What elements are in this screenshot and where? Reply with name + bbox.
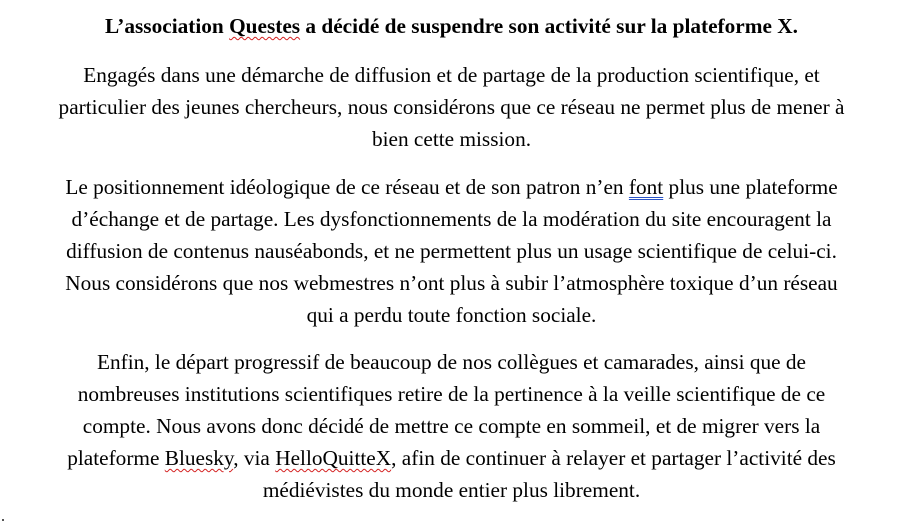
paragraph-line: compte. Nous avons donc décidé de mettre ce compte en sommeil, et de migrer vers la: [82, 414, 821, 438]
spellcheck-flagged-word[interactable]: Bluesky: [164, 446, 234, 470]
line-text: plus une plateforme: [663, 175, 838, 199]
paragraph-line: Enfin, le départ progressif de beaucoup de nos collègues et camarades, ainsi que de: [96, 350, 807, 374]
paragraph-line: Nous considérons que nos webmestres n’ont plus à subir l’atmosphère toxique d’un réseau: [65, 271, 838, 295]
paragraph-line: particulier des jeunes chercheurs, nous considérons que ce réseau ne permet plus de mener à: [58, 95, 845, 119]
line-text: , via: [233, 446, 276, 470]
paragraph-enfin: [0, 346, 903, 506]
paragraph-engagement: [0, 59, 903, 155]
spellcheck-flagged-word[interactable]: HelloQuitteX: [275, 446, 392, 470]
paragraph-line: Engagés dans une démarche de diffusion et de partage de la production scientifique, et: [83, 63, 820, 87]
paragraph-line: [0, 171, 903, 203]
line-text: plateforme: [67, 446, 165, 470]
paragraph-line: bien cette mission.: [371, 127, 532, 151]
paragraph-line: qui a perdu toute fonction sociale.: [306, 303, 597, 327]
paragraph-line: nombreuses institutions scientifiques retire de la pertinence à la veille scientifique de ce: [77, 382, 826, 406]
grammar-flagged-word[interactable]: font: [628, 175, 664, 199]
paragraph-line: diffusion de contenus nauséabonds, et ne permettent plus un usage scientifique de celui-ci.: [66, 239, 837, 263]
paragraph-line: [0, 442, 903, 474]
line-text: Le positionnement idéologique de ce réseau et de son patron n’en: [65, 175, 629, 199]
document-title: [0, 12, 903, 40]
paragraph-positionnement: [0, 171, 903, 331]
paragraph-line: médiévistes du monde entier plus librement.: [262, 478, 641, 502]
line-text: , afin de continuer à relayer et partager l’activité des: [391, 446, 836, 470]
text-cursor-mark: [2, 519, 4, 521]
spellcheck-flagged-word[interactable]: Questes: [229, 14, 301, 38]
title-text-end: a décidé de suspendre son activité sur la plateforme X.: [300, 14, 798, 38]
paragraph-line: d’échange et de partage. Les dysfonctionnements de la modération du site encouragent la: [71, 207, 832, 231]
title-text-start: L’association: [105, 14, 230, 38]
